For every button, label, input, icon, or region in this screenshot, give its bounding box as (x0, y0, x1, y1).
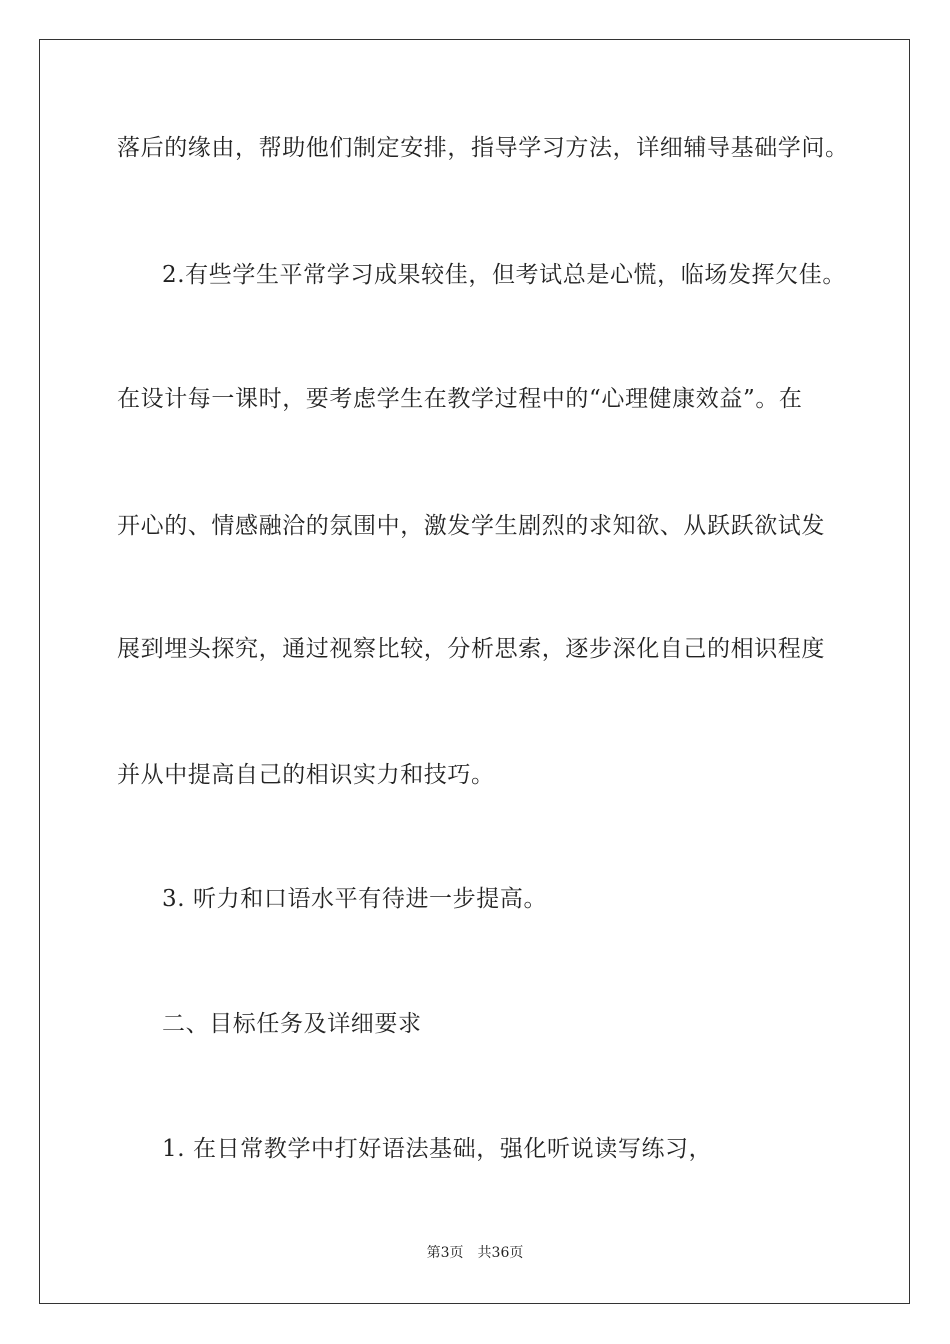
text-line-3: 在设计每一课时，要考虑学生在教学过程中的“心理健康效益”。在 (117, 386, 803, 412)
page-footer (0, 1243, 950, 1263)
text-line-1: 落后的缘由，帮助他们制定安排，指导学习方法，详细辅导基础学问。 (117, 135, 849, 161)
text-line-9: 1. 在日常教学中打好语法基础，强化听说读写练习， (162, 1136, 713, 1162)
text-line-2: 2.有些学生平常学习成果较佳，但考试总是心慌，临场发挥欠佳。 (162, 262, 846, 288)
text-line-7: 3. 听力和口语水平有待进一步提高。 (162, 886, 548, 912)
text-line-5: 展到埋头探究，通过视察比较，分析思索，逐步深化自己的相识程度 (117, 636, 825, 662)
page-number: 第3页 (426, 1245, 464, 1261)
page-total: 共36页 (477, 1245, 524, 1261)
text-line-4: 开心的、情感融洽的氛围中，激发学生剧烈的求知欲、从跃跃欲试发 (117, 513, 825, 539)
section-heading: 二、目标任务及详细要求 (162, 1011, 422, 1037)
page-border (39, 39, 910, 1304)
text-line-6: 并从中提高自己的相识实力和技巧。 (117, 762, 495, 788)
